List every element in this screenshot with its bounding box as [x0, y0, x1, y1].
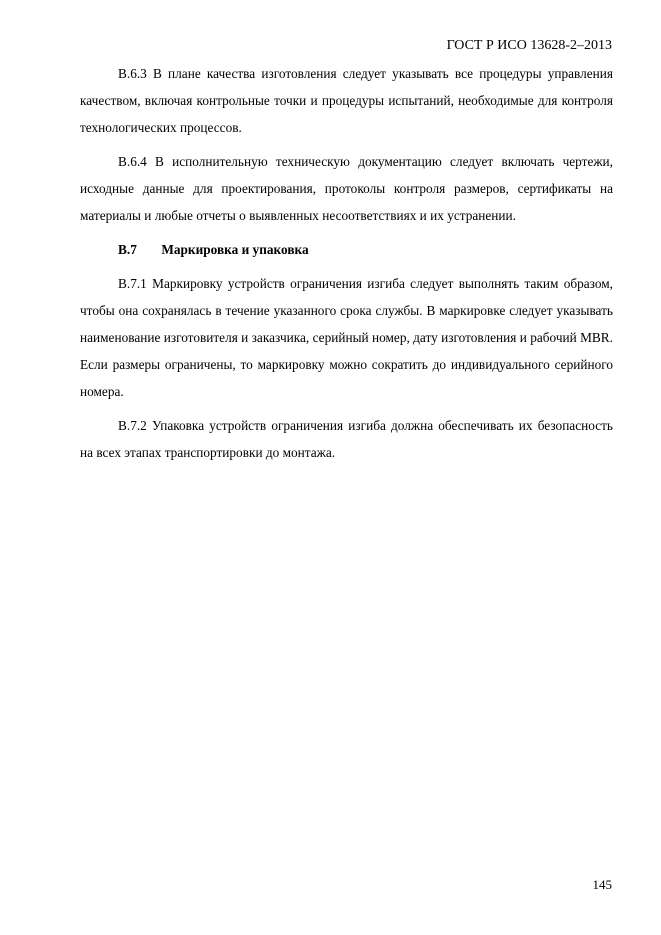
document-standard-id: ГОСТ Р ИСО 13628-2–2013	[446, 38, 612, 53]
document-body	[80, 60, 613, 473]
paragraph-b-6-4: В.6.4 В исполнительную техническую документацию следует включать чертежи, исходные данные для проектирования, протоколы контроля размеров, сертификаты на материалы и любые отчеты о выявленных несоответствиях и их устранении.	[80, 154, 613, 223]
section-heading-b-7	[80, 236, 613, 263]
paragraph-b-7-1: В.7.1 Маркировку устройств ограничения изгиба следует выполнять таким образом, чтобы она сохранялась в течение указанного срока службы. В маркировке следует указывать наименование изготовителя и заказчика, серийный номер, дату изготовления и рабочий MBR. Если размеры ограничены, то маркировку можно сократить до индивидуального серийного номера.	[80, 276, 613, 399]
paragraph-b-7-2: В.7.2 Упаковка устройств ограничения изгиба должна обеспечивать их безопасность на всех этапах транспортировки до монтажа.	[80, 418, 613, 460]
section-number: В.7	[118, 242, 137, 257]
section-title: Маркировка и упаковка	[161, 242, 309, 257]
page-number: 145	[592, 877, 612, 892]
paragraph-b-6-3: В.6.3 В плане качества изготовления следует указывать все процедуры управления качеством, включая контрольные точки и процедуры испытаний, необходимые для контроля технологических процессов.	[80, 66, 613, 135]
